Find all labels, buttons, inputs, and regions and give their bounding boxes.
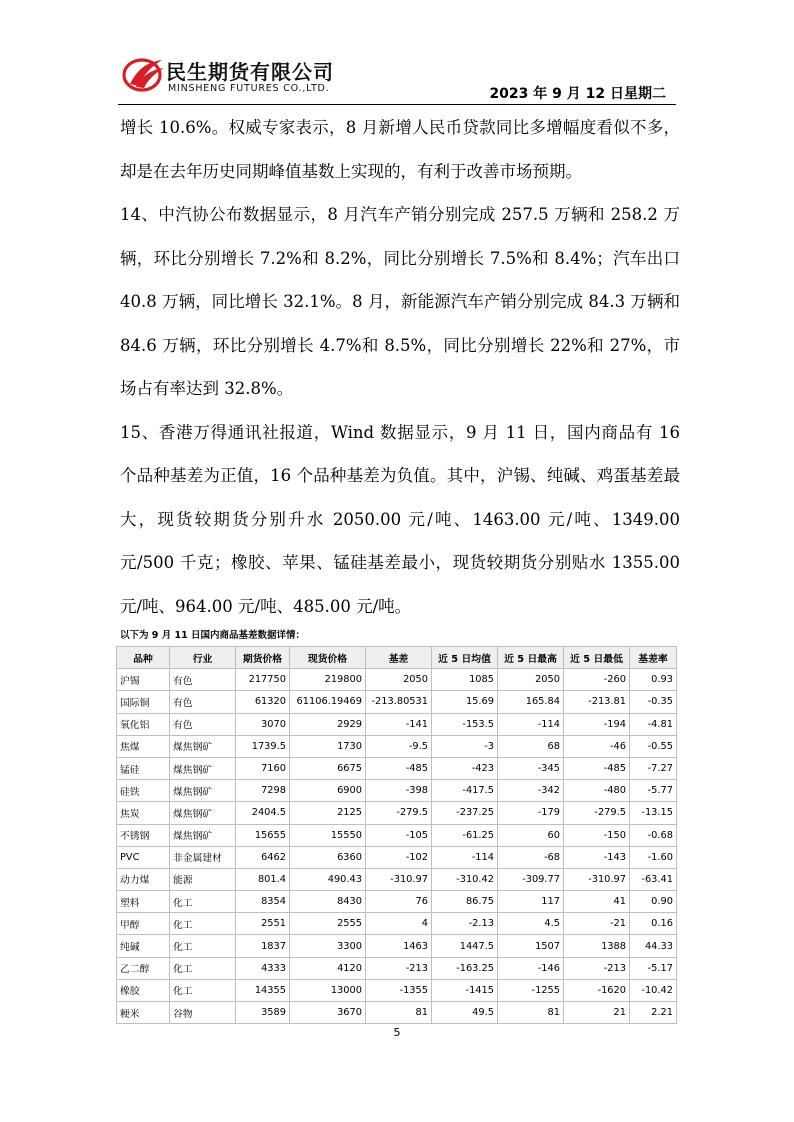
table-cell: -105 — [366, 824, 432, 846]
table-cell: 8430 — [290, 891, 366, 913]
table-cell: 沪锡 — [117, 669, 170, 691]
table-cell: -61.25 — [432, 824, 498, 846]
table-cell: 焦炭 — [117, 802, 170, 824]
table-cell: -146 — [498, 957, 564, 979]
table-cell: -143 — [564, 846, 630, 868]
table-cell: 有色 — [170, 691, 236, 713]
table-cell: 217750 — [236, 669, 290, 691]
table-cell: -279.5 — [366, 802, 432, 824]
table-cell: 有色 — [170, 713, 236, 735]
table-cell: -102 — [366, 846, 432, 868]
table-cell: 81 — [366, 1002, 432, 1024]
table-cell: -63.41 — [630, 868, 677, 890]
basis-data-table — [116, 646, 677, 1024]
table-cell: 纯碱 — [117, 935, 170, 957]
table-cell: 13000 — [290, 979, 366, 1001]
table-cell: 煤焦钢矿 — [170, 735, 236, 757]
table-cell: -7.27 — [630, 757, 677, 779]
table-cell: -279.5 — [564, 802, 630, 824]
table-row — [117, 979, 677, 1001]
table-cell: -13.15 — [630, 802, 677, 824]
table-cell: 3589 — [236, 1002, 290, 1024]
table-cell: -417.5 — [432, 780, 498, 802]
page-header — [0, 0, 794, 110]
company-logo — [122, 54, 362, 100]
table-cell: -1620 — [564, 979, 630, 1001]
table-cell: 15655 — [236, 824, 290, 846]
table-cell: -310.42 — [432, 868, 498, 890]
table-cell: 有色 — [170, 669, 236, 691]
table-row — [117, 757, 677, 779]
table-cell: 化工 — [170, 891, 236, 913]
table-row — [117, 913, 677, 935]
table-cell: 6900 — [290, 780, 366, 802]
table-cell: 非金属建材 — [170, 846, 236, 868]
table-cell: -485 — [564, 757, 630, 779]
paragraph-loans: 增长 10.6%。权威专家表示，8 月新增人民币贷款同比多增幅度看似不多，却是在去年历史同期峰值基数上实现的，有利于改善市场预期。 — [120, 118, 680, 181]
table-row — [117, 713, 677, 735]
table-cell: 68 — [498, 735, 564, 757]
table-cell: 粳米 — [117, 1002, 170, 1024]
table-cell: -1355 — [366, 979, 432, 1001]
table-cell: 煤焦钢矿 — [170, 780, 236, 802]
table-cell: -398 — [366, 780, 432, 802]
table-cell: 煤焦钢矿 — [170, 757, 236, 779]
table-cell: 6360 — [290, 846, 366, 868]
table-cell: -114 — [432, 846, 498, 868]
column-header: 品种 — [117, 647, 170, 669]
table-cell: 谷物 — [170, 1002, 236, 1024]
table-cell: -480 — [564, 780, 630, 802]
table-row — [117, 868, 677, 890]
table-cell: -1255 — [498, 979, 564, 1001]
report-date: 2023 年 9 月 12 日星期二 — [489, 86, 666, 102]
table-row — [117, 846, 677, 868]
table-cell: 1730 — [290, 735, 366, 757]
table-cell: 2404.5 — [236, 802, 290, 824]
table-cell: 6462 — [236, 846, 290, 868]
table-cell: 煤焦钢矿 — [170, 824, 236, 846]
table-cell: 6675 — [290, 757, 366, 779]
table-cell: 化工 — [170, 957, 236, 979]
table-cell: 44.33 — [630, 935, 677, 957]
table-cell: -5.17 — [630, 957, 677, 979]
table-cell: 不锈钢 — [117, 824, 170, 846]
table-row — [117, 691, 677, 713]
table-cell: -10.42 — [630, 979, 677, 1001]
table-cell: 7160 — [236, 757, 290, 779]
table-cell: 3070 — [236, 713, 290, 735]
table-cell: -213.81 — [564, 691, 630, 713]
table-cell: -1415 — [432, 979, 498, 1001]
table-cell: 1463 — [366, 935, 432, 957]
logo-english-name: MINSHENG FUTURES CO.,LTD. — [168, 83, 330, 94]
table-cell: -114 — [498, 713, 564, 735]
table-cell: 4333 — [236, 957, 290, 979]
table-cell: 1507 — [498, 935, 564, 957]
table-cell: 61106.19469 — [290, 691, 366, 713]
table-cell: 甲醇 — [117, 913, 170, 935]
logo-chinese-name: 民生期货有限公司 — [166, 60, 334, 84]
table-cell: 21 — [564, 1002, 630, 1024]
table-cell: -0.68 — [630, 824, 677, 846]
table-cell: 1837 — [236, 935, 290, 957]
table-cell: -0.55 — [630, 735, 677, 757]
table-cell: 81 — [498, 1002, 564, 1024]
table-cell: -423 — [432, 757, 498, 779]
table-cell: 60 — [498, 824, 564, 846]
table-cell: 61320 — [236, 691, 290, 713]
table-cell: 能源 — [170, 868, 236, 890]
table-cell: 焦煤 — [117, 735, 170, 757]
table-cell: 15550 — [290, 824, 366, 846]
column-header: 现货价格 — [290, 647, 366, 669]
table-caption: 以下为 9 月 11 日国内商品基差数据详情： — [120, 630, 306, 641]
table-cell: -237.25 — [432, 802, 498, 824]
minsheng-logo-icon — [122, 54, 166, 94]
table-cell: 4 — [366, 913, 432, 935]
table-row — [117, 735, 677, 757]
table-cell: 2050 — [498, 669, 564, 691]
table-cell: -141 — [366, 713, 432, 735]
table-cell: -342 — [498, 780, 564, 802]
table-row — [117, 669, 677, 691]
column-header: 基差率 — [630, 647, 677, 669]
table-cell: -3 — [432, 735, 498, 757]
table-cell: -5.77 — [630, 780, 677, 802]
table-cell: 2.21 — [630, 1002, 677, 1024]
table-cell: 15.69 — [432, 691, 498, 713]
table-row — [117, 824, 677, 846]
table-cell: 490.43 — [290, 868, 366, 890]
table-cell: 国际铜 — [117, 691, 170, 713]
table-row — [117, 935, 677, 957]
table-cell: -46 — [564, 735, 630, 757]
table-cell: -179 — [498, 802, 564, 824]
table-row — [117, 957, 677, 979]
table-cell: 117 — [498, 891, 564, 913]
table-cell: 49.5 — [432, 1002, 498, 1024]
table-cell: 801.4 — [236, 868, 290, 890]
table-cell: -345 — [498, 757, 564, 779]
table-row — [117, 780, 677, 802]
table-cell: -194 — [564, 713, 630, 735]
table-cell: -163.25 — [432, 957, 498, 979]
table-cell: -260 — [564, 669, 630, 691]
table-cell: 8354 — [236, 891, 290, 913]
header-divider — [118, 104, 676, 105]
table-cell: -0.35 — [630, 691, 677, 713]
table-header-row — [117, 647, 677, 669]
table-cell: 14355 — [236, 979, 290, 1001]
table-cell: -21 — [564, 913, 630, 935]
table-cell: 2050 — [366, 669, 432, 691]
table-cell: 41 — [564, 891, 630, 913]
table-cell: 165.84 — [498, 691, 564, 713]
table-cell: -310.97 — [564, 868, 630, 890]
table-cell: 219800 — [290, 669, 366, 691]
table-cell: PVC — [117, 846, 170, 868]
table-cell: 1447.5 — [432, 935, 498, 957]
table-cell: -9.5 — [366, 735, 432, 757]
column-header: 期货价格 — [236, 647, 290, 669]
paragraph-auto-sales: 14、中汽协公布数据显示，8 月汽车产销分别完成 257.5 万辆和 258.2 万辆，环比分别增长 7.2%和 8.2%，同比分别增长 7.5%和 8.4%；汽车出口 40.8 万辆，同比增长 32.1%。8 月，新能源汽车产销分别完成 84.3 万辆和 84.6 万辆，环比分别增长 4.7%和 8.5%，同比分别增长 22%和 27%，市场占有率达到 32.8%。 — [120, 205, 680, 398]
column-header: 基差 — [366, 647, 432, 669]
table-cell: -310.97 — [366, 868, 432, 890]
column-header: 近 5 日最高 — [498, 647, 564, 669]
table-cell: -4.81 — [630, 713, 677, 735]
table-cell: 1388 — [564, 935, 630, 957]
table-cell: 4.5 — [498, 913, 564, 935]
table-cell: 2551 — [236, 913, 290, 935]
table-cell: 1739.5 — [236, 735, 290, 757]
column-header: 行业 — [170, 647, 236, 669]
table-cell: 橡胶 — [117, 979, 170, 1001]
table-cell: 0.90 — [630, 891, 677, 913]
paragraph-commodity-basis: 15、香港万得通讯社报道，Wind 数据显示，9 月 11 日，国内商品有 16 个品种基差为正值，16 个品种基差为负值。其中，沪锡、纯碱、鸡蛋基差最大，现货较期货分别升水 2050.00 元/吨、1463.00 元/吨、1349.00 元/500 千克；橡胶、苹果、锰硅基差最小，现货较期货分别贴水 1355.00 元/吨、964.00 元/吨、485.00 元/吨。 — [120, 422, 680, 616]
table-cell: -213 — [366, 957, 432, 979]
table-cell: 3300 — [290, 935, 366, 957]
table-cell: 乙二醇 — [117, 957, 170, 979]
table-cell: 1085 — [432, 669, 498, 691]
table-cell: -213 — [564, 957, 630, 979]
table-cell: 锰硅 — [117, 757, 170, 779]
table-cell: 化工 — [170, 979, 236, 1001]
table-cell: 2125 — [290, 802, 366, 824]
table-cell: 氧化铝 — [117, 713, 170, 735]
column-header: 近 5 日最低 — [564, 647, 630, 669]
table-row — [117, 802, 677, 824]
table-row — [117, 1002, 677, 1024]
article-body — [120, 106, 680, 628]
page-number: 5 — [393, 1026, 401, 1039]
table-cell: -153.5 — [432, 713, 498, 735]
table-cell: -2.13 — [432, 913, 498, 935]
table-cell: 86.75 — [432, 891, 498, 913]
table-cell: -150 — [564, 824, 630, 846]
table-cell: 煤焦钢矿 — [170, 802, 236, 824]
table-cell: 塑料 — [117, 891, 170, 913]
table-cell: 硅铁 — [117, 780, 170, 802]
table-cell: 0.16 — [630, 913, 677, 935]
table-cell: -213.80531 — [366, 691, 432, 713]
table-cell: 7298 — [236, 780, 290, 802]
table-cell: -1.60 — [630, 846, 677, 868]
table-cell: 4120 — [290, 957, 366, 979]
table-cell: 动力煤 — [117, 868, 170, 890]
table-cell: 化工 — [170, 913, 236, 935]
table-cell: 76 — [366, 891, 432, 913]
column-header: 近 5 日均值 — [432, 647, 498, 669]
table-row — [117, 891, 677, 913]
table-cell: 2555 — [290, 913, 366, 935]
table-cell: 化工 — [170, 935, 236, 957]
table-cell: -485 — [366, 757, 432, 779]
table-cell: -309.77 — [498, 868, 564, 890]
table-cell: -68 — [498, 846, 564, 868]
table-cell: 2929 — [290, 713, 366, 735]
table-cell: 3670 — [290, 1002, 366, 1024]
table-cell: 0.93 — [630, 669, 677, 691]
